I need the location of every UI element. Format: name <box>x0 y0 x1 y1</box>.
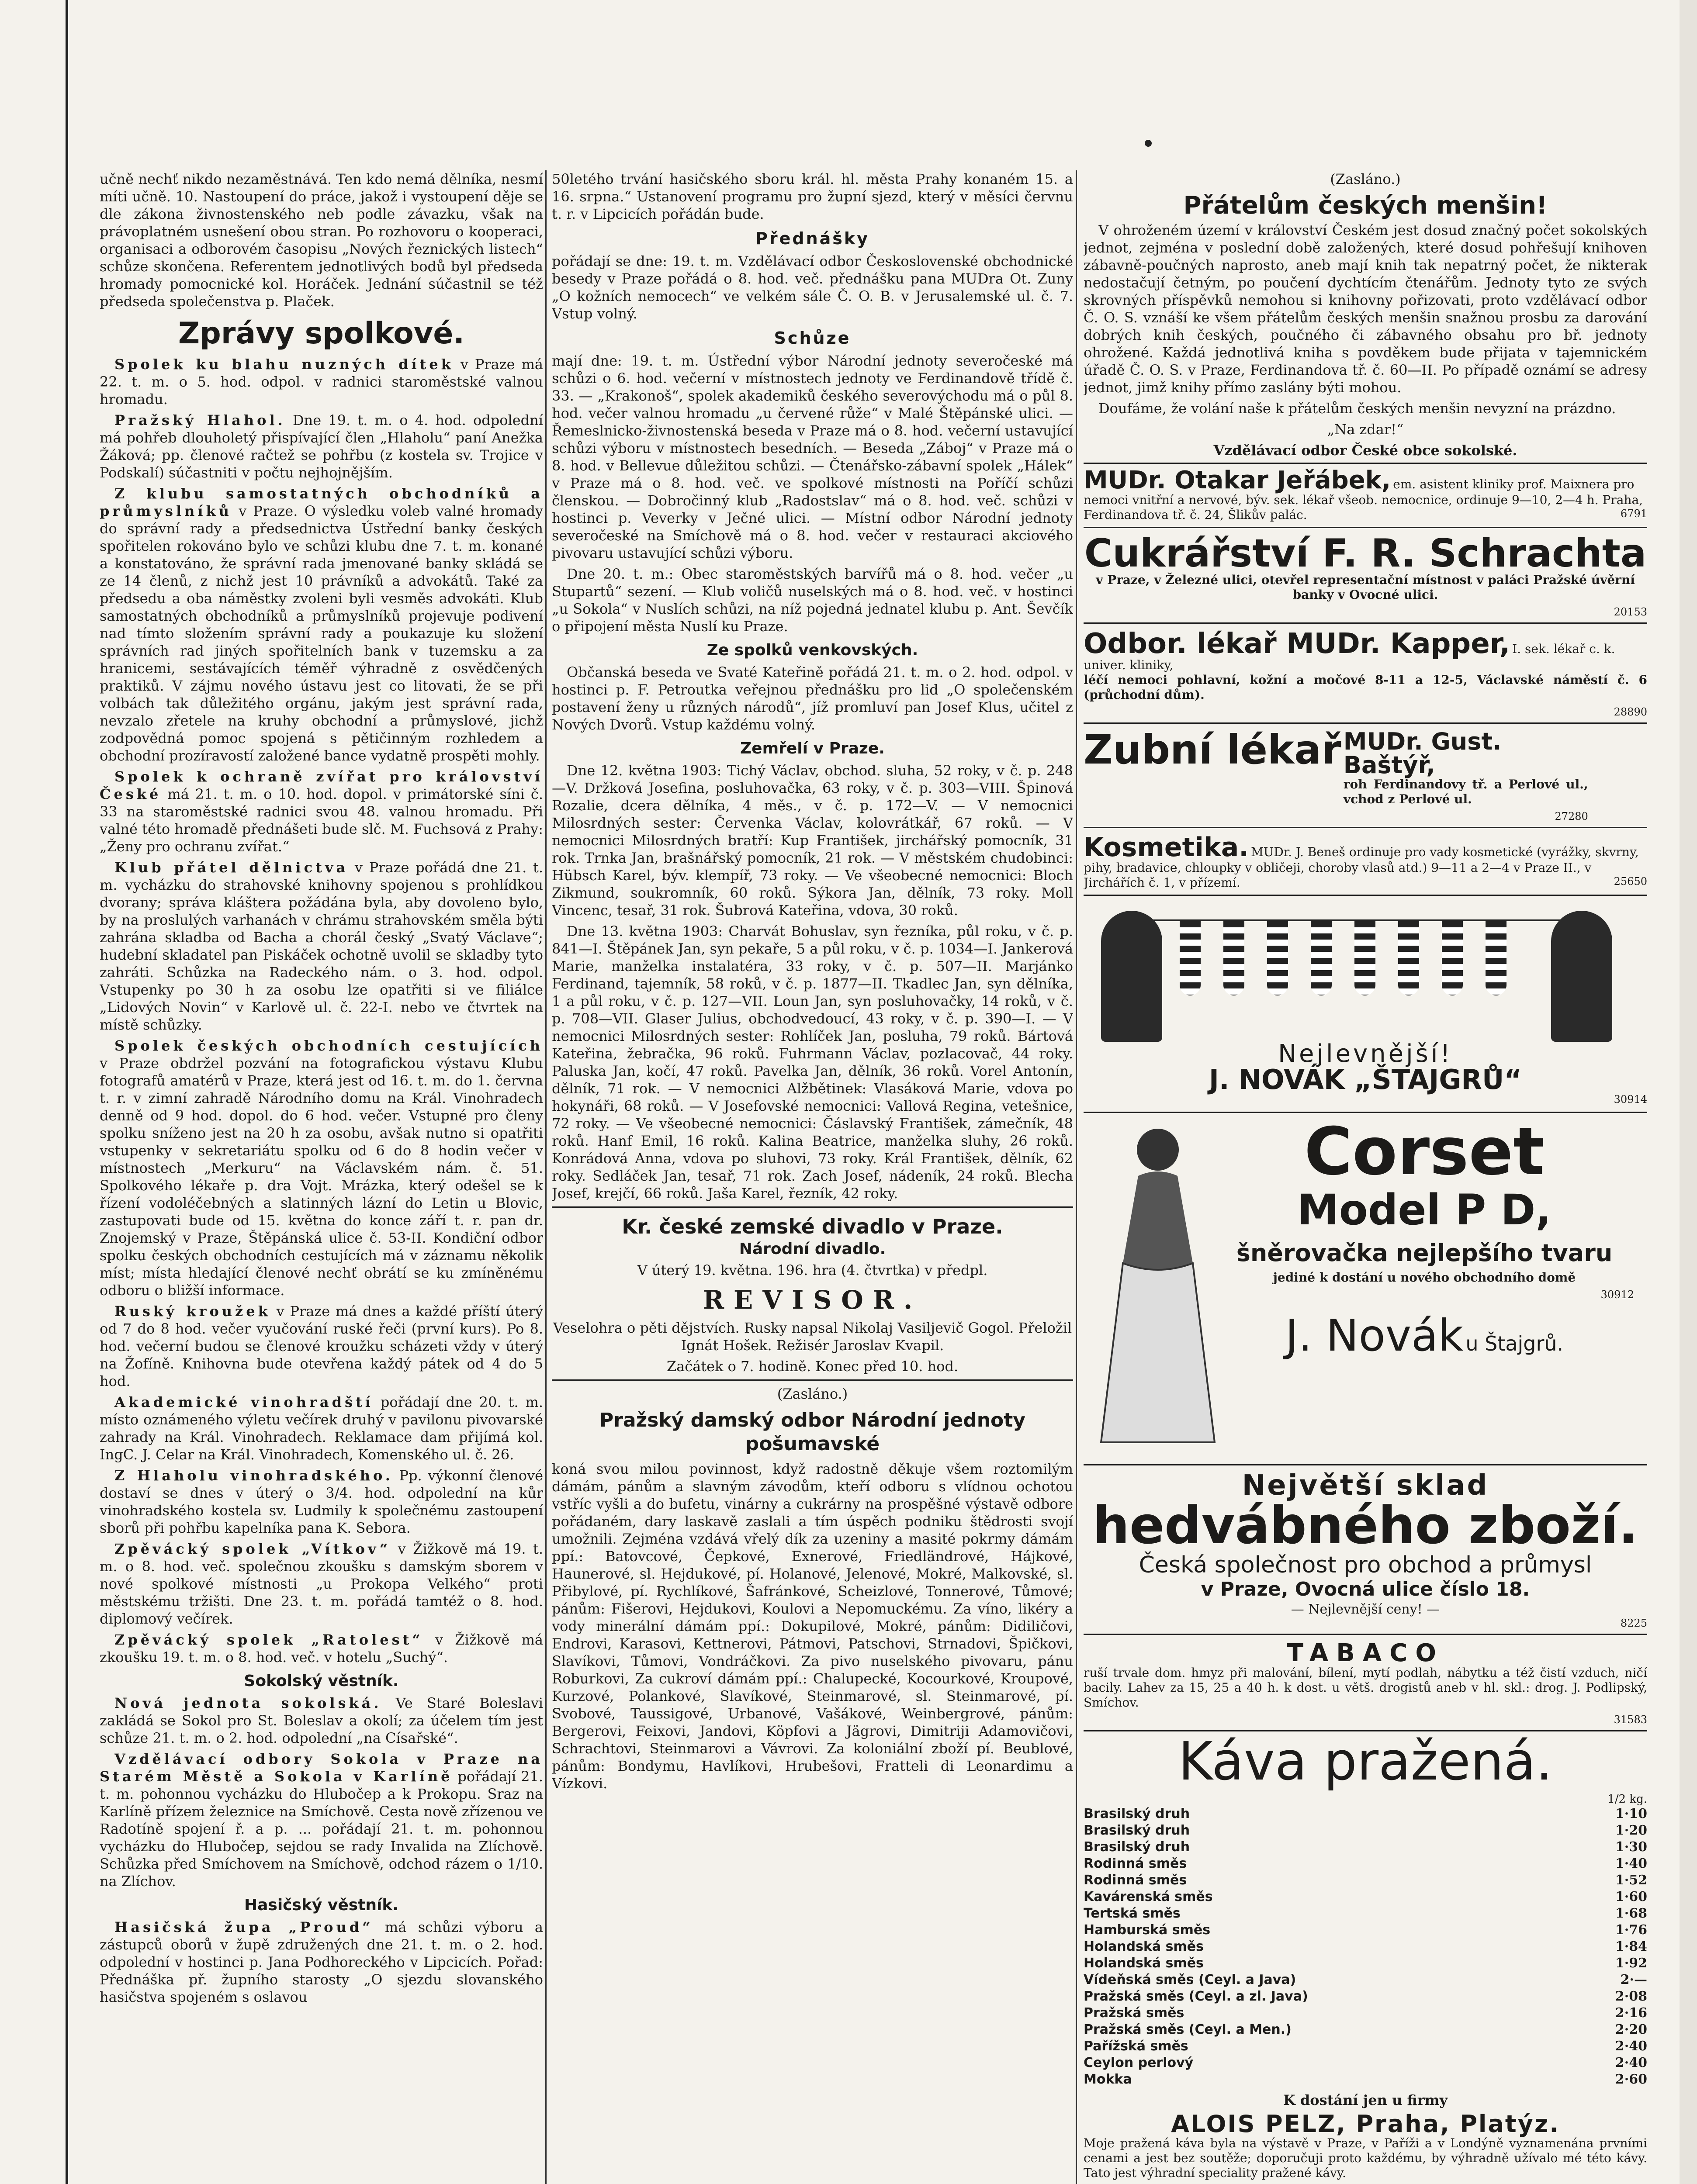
ad-title: Kosmetika. <box>1084 832 1249 863</box>
firefighter-list <box>100 1918 543 2006</box>
news-item <box>100 1393 543 1463</box>
coffee-price: 1·10 <box>1615 1806 1647 1821</box>
news-item <box>100 859 543 1033</box>
ad-silk <box>1084 1467 1647 1635</box>
coffee-price: 1·68 <box>1615 1906 1647 1921</box>
sock-icon <box>1398 921 1419 995</box>
minorities-end: Doufáme, že volání naše k přátelům českých menšin nevyzní na prázdno. <box>1098 400 1616 417</box>
coffee-name: Kavárenská směs <box>1084 1889 1213 1904</box>
ad-number: 30914 <box>1614 1093 1647 1106</box>
ad-number: 20153 <box>1614 606 1647 618</box>
coffee-price: 1·84 <box>1615 1939 1647 1954</box>
ad-number: 30912 <box>1600 1289 1634 1301</box>
news-item-lead: Pražský Hlahol. <box>114 412 286 429</box>
news-item-lead: Ruský kroužek <box>114 1303 271 1320</box>
coffee-row <box>1084 1939 1647 1955</box>
country-heading: Ze spolků venkovských. <box>707 641 918 659</box>
page-mark <box>1145 140 1152 147</box>
coffee-name: Brasilský druh <box>1084 1839 1190 1855</box>
lectures-text: pořádají se dne: 19. t. m. Vzdělávací odbor Československé obchodnické besedy v Praze pořádá o 8. hod. več. přednášku pana MUDra Ot. Zuny „O kožních nemocech“ ve velkém sále Č. O. B. v Jerusalemské ul. č. 7. Vstup volný. <box>552 253 1073 322</box>
coffee-row <box>1084 2071 1647 2088</box>
coffee-price-list <box>1084 1806 1647 2088</box>
news-item-lead: Akademické vinohradští <box>114 1394 374 1410</box>
minorities-heading: Přátelům českých menšin! <box>1183 191 1548 220</box>
coffee-price: 2·60 <box>1615 2072 1647 2087</box>
theatre-subheading: Národní divadlo. <box>739 1240 886 1258</box>
coffee-row <box>1084 1822 1647 1839</box>
theatre-heading: Kr. české zemské divadlo v Praze. <box>622 1215 1003 1238</box>
ad-slogan: Nejlevnější! <box>1278 1040 1453 1068</box>
figure-left-icon <box>1101 911 1162 1042</box>
ad-text: — Nejlevnější ceny! — <box>1291 1602 1440 1617</box>
news-item-lead: Z klubu samostatných obchodníků a průmyslníků <box>100 485 543 519</box>
coffee-row <box>1084 1955 1647 1972</box>
news-item-lead: Hasičská župa „Proud“ <box>114 1919 374 1935</box>
coffee-name: Brasilský druh <box>1084 1806 1190 1821</box>
ad-doctor: MUDr. Gust. Baštýř, <box>1343 728 1502 779</box>
meetings-heading: Schůze <box>774 328 851 348</box>
news-item-lead: Spolek k ochraně zvířat pro království České <box>100 768 543 802</box>
sent-label: (Zasláno.) <box>777 1386 848 1402</box>
ad-text: jediné k dostání u nového obchodního domě <box>1273 1270 1576 1285</box>
theatre-description: Veselohra o pěti dějstvích. Rusky napsal Nikolaj Vasiljevič Gogol. Přeložil Ignát Hošek. Režisér Jaroslav Kvapil. <box>553 1320 1072 1354</box>
scan-margin <box>1680 0 1697 2184</box>
coffee-name: Brasilský druh <box>1084 1823 1190 1838</box>
news-item-text: v Praze. O výsledku voleb valné hromady do správní rady a předsednictva Ústřední banky českých spořitelen rokováno bylo ve schůzi klubu dne 7. t. m. konané a konstatováno, že správní rada jmenované banky skládá se ze 14 členů, z nichž jest 10 právníků a advokátů. Také za předsedu a oba náměstky zvoleni byli vesměs advokáti. Klub samostatných obchodníků a průmyslníků projevuje podivení nad tímto složením správní rady a poukazuje ku složení správních rad jiných spořitelních bank v tuzemsku a za hranicemi, sestávajících téměř výhradně z osvědčených praktiků. V zájmu nového ústavu jest co litovati, že se při volbách tak důležitého orgánu, jakým jest správní rada, nevzalo zřetele na kruhy obchodní a průmyslové, jichž zodpovědná pomoc spojená s pětičinným rozhledem a obchodní prozíravostí založené bance vydatně prospěti mohly. <box>100 503 543 764</box>
news-item-lead: Spolek českých obchodních cestujících <box>114 1037 543 1054</box>
ad-number: 27280 <box>1555 810 1588 822</box>
ad-title: Corset <box>1304 1114 1545 1190</box>
news-item-lead: Z Hlaholu vinohradského. <box>114 1467 393 1484</box>
theatre-title: REVISOR. <box>703 1285 922 1315</box>
news-item <box>100 485 543 764</box>
coffee-price: 1·60 <box>1615 1889 1647 1904</box>
sock-icon <box>1223 921 1244 995</box>
coffee-name: Tertská směs <box>1084 1906 1181 1921</box>
column-rule <box>545 170 547 2184</box>
ladies-heading: Pražský damský odbor Národní jednoty pošumavské <box>599 1409 1025 1455</box>
figure-right-icon <box>1551 911 1612 1042</box>
coffee-row <box>1084 1905 1647 1922</box>
column-rule <box>1076 170 1077 2184</box>
theatre-time: Začátek o 7. hodině. Konec před 10. hod. <box>666 1358 959 1375</box>
divider <box>552 1379 1073 1381</box>
ad-bastyr <box>1084 726 1647 828</box>
sock-icon <box>1354 921 1375 995</box>
coffee-price: 2·16 <box>1615 2005 1647 2021</box>
ad-title: TABACO <box>1287 1639 1444 1667</box>
news-item-text: v Praze pořádá dne 21. t. m. vycházku do strahovské knihovny spojenou s prohlídkou dvorany; správa kláštera požádána byla, aby dovoleno bylo, by na proslulých varhanách v chrámu strahovském směla býti zahrána skladba od Bacha a chorál český „Svatý Václave“; hudební skladatel pan Piskáček ochotně uvolil se skladby tyto zahráti. Schůzka na Radeckého nám. o 3. hod. odpol. Vstupenky po 30 h za osobu lze opatřiti si ve filiálce „Lidových Novin“ v Karlově ul. č. 22-I. nebo ve čtvrtek na místě schůzky. <box>100 859 543 1033</box>
section-heading: Zprávy spolkové. <box>178 316 465 351</box>
sock-icon <box>1311 921 1332 995</box>
ad-subtitle: I. sek. lékař c. k. univer. kliniky, <box>1084 642 1615 672</box>
news-item-lead: Vzdělávací odbory Sokola v Praze na Starém Městě a Sokola v Karlíně <box>100 1751 543 1785</box>
news-item-text: v Praze má 22. t. m. o 5. hod. odpol. v radnici staroměstské valnou hromadu. <box>100 356 543 408</box>
news-item <box>100 768 543 855</box>
sock-icon <box>1442 921 1463 995</box>
column-3 <box>1084 170 1647 2184</box>
subsection-heading: Sokolský věstník. <box>244 1672 399 1690</box>
ad-title: Největší sklad <box>1242 1469 1489 1502</box>
ad-tabaco <box>1084 1637 1647 1731</box>
news-item <box>100 411 543 481</box>
ad-number: 25650 <box>1614 875 1647 888</box>
coffee-name: Mokka <box>1084 2072 1132 2087</box>
ad-title: Odbor. lékař MUDr. Kapper, <box>1084 628 1510 660</box>
socks-illustration <box>1084 902 1647 1042</box>
news-item-text: v Žižkově má zkoušku 19. t. m. o 8. hod. več. v hotelu „Suchý“. <box>100 1631 543 1666</box>
ad-novak-socks <box>1084 898 1647 1113</box>
ad-address: v Praze, Ovocná ulice číslo 18. <box>1201 1578 1530 1600</box>
deaths-text: Dne 12. května 1903: Tichý Václav, obchod. sluha, 52 roky, v č. p. 248—V. Držková Josefina, posluhovačka, 63 roky, v č. p. 303—VIII. Špinová Rozalie, dcera dělníka, 4 měs., v č. p. 172—V. — V nemocnici Milosrdných sester: Červenka Václav, kolovrátkář, 67 roků. — V nemocnici Milosrdných bratří: Kup František, jirchářský pomocník, 31 rok. Trnka Jan, brašnářský pomocník, 21 rok. — V městském chudobinci: Hübsch Karel, býv. klempíř, 73 roky. — Ve všeobecné nemocnici: Bloch Zikmund, soukromník, 60 roků. Sýkora Jan, dělník, 73 roky. Moll Vincenc, tesař, 31 rok. Šubrová Kateřina, vdova, 30 roků. <box>552 762 1073 919</box>
ad-subname: u Štajgrů. <box>1465 1332 1564 1355</box>
news-item-text: v Praze obdržel pozvání na fotografickou výstavu Klubu fotografů amatérů v Praze, která jest od 16. t. m. do 1. června t. r. v zimní zahradě Národního domu na Král. Vinohradech denně od 9 hod. dopol. do 6 hod. večer. Vstupné pro členy spolku sníženo jest na 20 h za osobu, avšak nutno si opatřiti vstupenky v sekretariátu spolku od 6 do 8 hodin večer v místnostech „Merkuru“ na Václavském nám. č. 51. Spolkového lékaře p. dra Vojt. Mrázka, který odešel se k řízení vodoléčebných a slatinných lázní do Letin u Blovic, zastupovati bude od 15. května do konce září t. r. pan dr. Znojemský v Praze, Štěpánská ulice č. 53-II. Kondiční odbor spolku českých obchodních cestujících má v záznamu několik míst; místa hledající členové nechť obrátí se ku zmíněnému odboru o bližší informace. <box>100 1055 543 1299</box>
news-item-text: Dne 19. t. m. o 4. hod. odpolední má pohřeb dlouholetý přispívající člen „Hlaholu“ paní Anežka Žáková; pp. členové račtež se pohřbu (z kostela sv. Trojice v Podskalí) súčastniti v počtu nejhojnějším. <box>100 412 543 481</box>
coffee-row <box>1084 2005 1647 2022</box>
ad-title: MUDr. Otakar Jeřábek, <box>1084 466 1391 494</box>
sock-icon <box>1486 921 1507 995</box>
ad-company: Česká společnost pro obchod a průmysl <box>1139 1552 1592 1578</box>
ad-model: Model P D, <box>1297 1185 1552 1234</box>
subsection-heading: Hasičský věstník. <box>244 1896 398 1914</box>
ad-text: em. asistent kliniky prof. Maixnera pro nemoci vnitřní a nervové, býv. sek. lékař všeob. nemocnice, ordinuje 9—10, 2—4 h. Praha, Ferdinandova tř. č. 24, Šlikův palác. <box>1084 477 1643 522</box>
news-item <box>100 1918 543 2006</box>
coffee-row <box>1084 2038 1647 2055</box>
coffee-name: Pražská směs (Ceyl. a zl. Java) <box>1084 1989 1308 2004</box>
news-item-text: v Praze má dnes a každé příští úterý od 7 do 8 hod. večer vyučování ruské řeči (první kurs). Po 8. hod. večerní budou se členové kroužku scházeti vždy v úterý na Žofíně. Knihovna bude otevřena každý pátek od 4 do 5 hod. <box>100 1303 543 1389</box>
ad-title: J. NOVÁK „ŠTAJGRŮ“ <box>1209 1064 1522 1095</box>
coffee-price: 2·40 <box>1615 2055 1647 2070</box>
ad-text: ruší trvale dom. hmyz při malování, bílení, mytí podlah, nábytku a též čistí vzduch, ničí bacily. Lahev za 15, 25 a 40 h. k dost. u větš. drogistů aneb v hl. skl.: drog. J. Podlipský, Smíchov. <box>1084 1666 1647 1710</box>
news-list <box>100 356 543 1666</box>
ad-text: léčí nemoci pohlavní, kožní a močové 8-11 a 12-5, Václavské náměstí č. 6 (průchodní dům). <box>1084 673 1647 702</box>
woman-illustration-icon <box>1092 1119 1223 1451</box>
theatre-date: V úterý 19. května. 196. hra (4. čtvrtka) v předpl. <box>637 1262 988 1279</box>
coffee-price: 1·52 <box>1615 1873 1647 1888</box>
coffee-row <box>1084 1922 1647 1939</box>
coffee-name: Pařížská směs <box>1084 2039 1188 2054</box>
news-item-text: Ve Staré Boleslavi zakládá se Sokol pro St. Boleslav a okolí; za účelem tím jest schůze 21. t. m. o 2. hod. odpolední „na Císařské“. <box>100 1695 543 1746</box>
sock-icon <box>1180 921 1201 995</box>
news-item-lead: Nová jednota sokolská. <box>114 1695 382 1711</box>
ad-title-big: hedvábného zboží. <box>1093 1495 1638 1555</box>
intro-paragraph: učně nechť nikdo nezaměstnává. Ten kdo nemá dělníka, nesmí míti učně. 10. Nastoupení do práce, jakož i vystoupení děje se dle zákona živnostenského neb podle závazku, však na právoplatném usnešení obou stran. Po rozhovoru o kooperaci, organisaci a odborovém časopisu „Nových řeznických listech“ schůze skončena. Referentem jednotlivých bodů byl předseda hromady pomocnické kol. Horáček. Jednání súčastnil se též předseda společenstva p. Plaček. <box>100 171 543 310</box>
news-item <box>100 1540 543 1628</box>
minorities-text: V ohroženém území v království Českém jest dosud značný počet sokolských jednot, zejména v poslední době založených, které dosud pohřešují knihoven zábavně-poučných naprosto, aneb mají knih tak nepatrný počet, že nikterak nedostačují četným, po poučení dychtícím čtenářům. Jednoty tyto ze svých skrovných příspěvků nemohou si knihovny pořizovati, proto vzdělávací odbor Č. O. S. vznáší ke všem přátelům českých menšin snažnou prosbu za darování dobrých knih českých, poučného či zábavného obsahu pro bř. jednoty ohrožené. Každá jednotlivá kniha s povděkem bude přijata v tajemnickém úřadě Č. O. S. v Praze, Ferdinandova tř. č. 60—II. Po případě oznámí se adresy jednot, jimž knihy přímo zaslány býti mohou. <box>1084 222 1647 396</box>
coffee-price: 2·08 <box>1615 1989 1647 2004</box>
coffee-name: Pražská směs <box>1084 2005 1184 2021</box>
coffee-name: Ceylon perlový <box>1084 2055 1194 2070</box>
news-item-lead: Spolek ku blahu nuzných dítek <box>114 356 454 373</box>
coffee-name: Holandská směs <box>1084 1939 1204 1954</box>
news-item <box>100 1037 543 1299</box>
signature: Vzdělávací odbor České obce sokolské. <box>1213 442 1517 459</box>
coffee-text: Moje pražená káva byla na výstavě v Praze, v Paříži a v Londýně vyznamenána prvními cenami a jest bez soutěže; doporučuji proto každému, by výhradně užívalo mé této kávy. Tato jest výhradní speciality pražené kávy. <box>1084 2136 1647 2180</box>
coffee-row <box>1084 2055 1647 2071</box>
ad-corset <box>1084 1115 1647 1465</box>
ad-text: roh Ferdinandovy tř. a Perlové ul., vchod z Perlové ul. <box>1343 777 1588 806</box>
deaths-text: Dne 13. května 1903: Charvát Bohuslav, syn řezníka, půl roku, v č. p. 841—I. Štěpánek Jan, syn pekaře, 5 a půl roku, v č. p. 1034—I. Jankerová Marie, manželka instalatéra, 33 roky, v č. p. 507—II. Marjánko Ferdinand, tajemník, 58 roků, v č. p. 1877—II. Tkadlec Jan, syn dělníka, 1 a půl roku, v č. p. 127—VII. Loun Jan, syn posluhovačky, 14 roků, v č. p. 708—VII. Glaser Julius, obchodvedoucí, 43 roky, v č. p. 390—I. — V nemocnici Milosrdných sester: Rohlíček Jan, posluha, 79 roků. Bártová Kateřina, žebračka, 96 roků. Fuhrmann Václav, pozlacovač, 44 roky. Paluska Jan, kočí, 47 roků. Pavelka Jan, dělník, 36 roků. Vorel Antonín, dělník, 71 rok. — V nemocnici Alžbětinek: Vlasáková Marie, vdova po hokynáři, 68 roků. — V Josefovské nemocnici: Vallová Regina, vetešnice, 72 roky. — Ve všeobecné nemocnici: Čáslavský František, zámečník, 48 roků. Hanf Emil, 16 roků. Kalina Beatrice, manželka sluhy, 26 roků. Konrádová Anna, vdova po sluhovi, 73 roky. Král František, dělník, 62 roky. Sedláček Jan, tesař, 71 rok. Zach Josef, nádeník, 24 roků. Blecha Josef, krejčí, 66 roků. Jaša Karel, řezník, 42 roky. <box>552 923 1073 1202</box>
ad-text: MUDr. J. Beneš ordinuje pro vady kosmetické (vyrážky, skvrny, pihy, bradavice, chloupky v obličeji, choroby vlasů atd.) 9—11 a 2—4 v Praze II., v Jirchářích č. 1, v přízemí. <box>1084 845 1639 890</box>
news-item <box>100 1631 543 1666</box>
coffee-price: 1·92 <box>1615 1956 1647 1971</box>
nazdar: „Na zdar!“ <box>1327 421 1404 438</box>
coffee-row <box>1084 1889 1647 1905</box>
coffee-firm: ALOIS PELZ, Praha, Platýz. <box>1171 2110 1560 2138</box>
coffee-price: 2·40 <box>1615 2039 1647 2054</box>
news-item-lead: Zpěvácký spolek „Vítkov“ <box>114 1541 391 1557</box>
coffee-name: Vídeňská směs (Ceyl. a Java) <box>1084 1972 1296 1987</box>
coffee-unit: 1/2 kg. <box>1607 1793 1647 1806</box>
coffee-price: 2·20 <box>1615 2022 1647 2037</box>
coffee-name: Hamburská směs <box>1084 1922 1211 1938</box>
divider <box>552 1206 1073 1208</box>
ad-kosmetika <box>1084 830 1647 896</box>
news-item <box>100 1694 543 1747</box>
column-2 <box>552 170 1073 1796</box>
news-item-text: Pp. výkonní členové dostaví se dnes v úterý o 3/4. hod. odpolední na kůr vinohradského kostela sv. Ludmily k společnému zastoupení sborů při pohřbu kapelníka pana K. Sebora. <box>100 1467 543 1536</box>
ad-number: 31583 <box>1614 1714 1647 1726</box>
news-item-lead: Zpěvácký spolek „Ratolest“ <box>114 1631 423 1648</box>
news-item-text: v Žižkově má 19. t. m. o 8. hod. več. společnou zkoušku s damským sborem v nové spolkové místnosti „u Prokopa Velkého“ proti městskému tržišti. Dne 23. t. m. pořádá tamtéž o 8. hod. diplomový večírek. <box>100 1541 543 1627</box>
deaths-heading: Zemřelí v Praze. <box>740 740 885 757</box>
ad-text: šněrovačka nejlepšího tvaru <box>1236 1239 1613 1267</box>
ad-title: Cukrářství F. R. Schrachta <box>1084 531 1647 576</box>
coffee-row <box>1084 1972 1647 1988</box>
coffee-row <box>1084 1839 1647 1856</box>
coffee-price: 1·76 <box>1615 1922 1647 1938</box>
sock-icon <box>1267 921 1288 995</box>
ad-title: Káva pražená. <box>1178 1731 1553 1792</box>
coffee-row <box>1084 2022 1647 2038</box>
ad-number: 28890 <box>1614 706 1647 718</box>
news-item-text: má 21. t. m. o 10. hod. dopol. v primátorské síni č. 33 na staroměstské radnici svou 48. valnou hromadu. Při valné této hromadě přednášeti bude slč. M. Fuchsová z Prahy: „Ženy pro ochranu zvířat.“ <box>100 786 543 855</box>
sokol-list <box>100 1694 543 1890</box>
ad-schracht <box>1084 530 1647 624</box>
coffee-row <box>1084 1806 1647 1822</box>
news-item-text: má schůzi výboru a zástupců oborů v župě združených dne 21. t. m. o 2. hod. odpolední v hostinci p. Jana Podhoreckého v Lipcicích. Pořad: Přednáška př. župního starosty „O sjezdu slovanského hasičstva spojeném s oslavou <box>100 1919 543 2005</box>
coffee-row <box>1084 1988 1647 2005</box>
coffee-name: Rodinná směs <box>1084 1856 1187 1871</box>
coffee-row <box>1084 1872 1647 1889</box>
ad-body <box>1344 730 1588 822</box>
news-item <box>100 1750 543 1890</box>
news-item-text: pořádají 21. t. m. pohonnou vycházku do Hlubočep a k Prokopu. Sraz na Karlíně přízem železnice na Smíchově. Cesta nově zřízenou ve Radotíně spojení ř. a p. ... pořádají 21. t. m. pohonnou vycházku do Hlubočep, sejdou se rady Invalida na Zlíchově. Schůzka před Smíchovem na Smíchově, odchod rázem o 1/10. na Zlíchov. <box>100 1768 543 1890</box>
coffee-price: 1·40 <box>1615 1856 1647 1871</box>
coffee-price: 1·20 <box>1615 1823 1647 1838</box>
news-item-text: pořádají dne 20. t. m. místo oznámeného výletu večírek druhý v pavilonu pivovarské zahrady na Král. Vinohradech. Reklamace dam přijímá kol. IngC. J. Celar na Král. Vinohradech, Komenského ul. č. 26. <box>100 1394 543 1463</box>
meetings-text: mají dne: 19. t. m. Ústřední výbor Národní jednoty severočeské má schůzi o 6. hod. večerní v místnostech jednoty ve Ferdinandově třídě č. 33. — „Krakonoš“, spolek akademiků českého severovýchodu má o půl 8. hod. večer valnou hromadu „u červené růže“ v Malé Štěpánské ulici. — Řemeslnicko-živnostenská beseda v Praze má o 8. hod. večerní ustavující schůzi výboru v místnostech besedních. — Beseda „Záboj“ v Praze má o 8. hod. v Bellevue důležitou schůzi. — Čtenářsko-zábavní spolek „Hálek“ v Praze má o 8. hod. več. ve spolkové místnosti na Poříčí schůzi členskou. — Dobročinný klub „Radostslav“ má o 8. hod. več. schůzi v hostinci p. Veverky v Ječné ulici. — Místní odbor Národní jednoty severočeské na Smíchově má o 8. hod. večer v restauraci akciového pivovaru ustavující schůzi výboru. <box>552 352 1073 561</box>
coffee-price: 1·30 <box>1615 1839 1647 1855</box>
ad-text: v Praze, v Železné ulici, otevřel representační místnost v paláci Pražské úvěrní banky v Ovocné ulici. <box>1096 573 1635 602</box>
coffee-name: Pražská směs (Ceyl. a Men.) <box>1084 2022 1292 2037</box>
ad-number: 6791 <box>1620 508 1647 520</box>
coffee-price: 2·— <box>1620 1972 1647 1987</box>
ad-title: Zubní lékař <box>1084 726 1341 773</box>
news-item <box>100 1303 543 1390</box>
corset-text <box>1215 1114 1634 1361</box>
country-text: Občanská beseda ve Svaté Kateřině pořádá 21. t. m. o 2. hod. odpol. v hostinci p. F. Petroutka veřejnou přednášku pro lid „O společenském postavení ženy u různých národů“, jíž promluví pan Josef Klus, učitel z Nových Dvorů. Vstup každému volný. <box>552 664 1073 733</box>
intro-paragraph: 50letého trvání hasičského sboru král. hl. města Prahy konaném 15. a 16. srpna.“ Ustanovení programu pro župní sjezd, který v měsíci červnu t. r. v Lipcicích pořádán bude. <box>552 171 1073 222</box>
sent-label: (Zasláno.) <box>1330 171 1401 187</box>
ad-name: J. Novák <box>1285 1310 1464 1361</box>
meetings-20: Dne 20. t. m.: Obec staroměstských barvířů má o 8. hod. večer „u Stupartů“ sezení. — Klub voličů nuselských má o 8. hod. več. v hostinci „u Sokola“ v Nuslích schůzi, na níž pojedná jednatel klubu p. Ant. Ševčík o připojení města Nuslí ku Praze. <box>552 566 1073 635</box>
ad-kapper <box>1084 625 1647 724</box>
lectures-heading: Přednášky <box>755 229 869 248</box>
coffee-name: Rodinná směs <box>1084 1873 1187 1888</box>
coffee-row <box>1084 1856 1647 1872</box>
news-item <box>100 1467 543 1537</box>
ladies-text: koná svou milou povinnost, když radostně děkuje všem roztomilým dámám, pánům a slavným závodům, kteří odboru s vlídnou ochotou vstříc vyšli a do bufetu, vinárny a cukrárny na prospěšné výstavě odbore pořádaném, dary laskavě zaslali a tím úspěch podniku štědrosti svojí umožnili. Zejména vzdává vřelý dík za uzeniny a masité pokrmy dámám ppí.: Batovcové, Čepkové, Exnerové, Friedländrové, Hájkové, Haunerové, sl. Hejdukové, pí. Holanové, Jelenové, Mokré, Malkovské, sl. Přibylové, pí. Rychlíkové, Šafránkové, Scheizlové, Tonnerové, Tůmové; pánům: Fišerovi, Hejdukovi, Koulovi a Nepomuckému. Za víno, likéry a vody minerální dámám ppí.: Dokupilové, Mokré, pánům: Didiličovi, Endrovi, Karasovi, Kettnerovi, Pátmovi, Patschovi, Strnadovi, Špičkovi, Slavíkovi, Tůmovi, Vondráčkovi. Za pivo nuselského pivovaru, pánu Roburkovi, Za cukroví dámám ppí.: Chalupecké, Kocourkové, Kroupové, Kurzové, Polankové, Slavíkové, Steinmarové, sl. Steinmarové, pí. Svobové, Taussigové, Urbanové, Vašákové, Weinbergrové, pánům: Bergerovi, Feixovi, Jandovi, Köpfovi a Jägrovi, Dimitriji Adamovičovi, Schrachtovi, Steinmarovi a Vávrovi. Za koloniální zboží pí. Beublové, pánům: Bondymu, Havlíkovi, Hrubešovi, Fratteli di Leonardimu a Vízkovi. <box>552 1461 1073 1792</box>
column-1 <box>100 170 543 2009</box>
ad-coffee <box>1084 1731 1647 2181</box>
news-item <box>100 356 543 408</box>
ad-number: 8225 <box>1620 1617 1647 1629</box>
ad-jerabek <box>1084 463 1647 528</box>
coffee-name: Holandská směs <box>1084 1956 1204 1971</box>
coffee-availability: K dostání jen u firmy <box>1283 2092 1448 2108</box>
news-item-lead: Klub přátel dělnictva <box>114 859 349 876</box>
